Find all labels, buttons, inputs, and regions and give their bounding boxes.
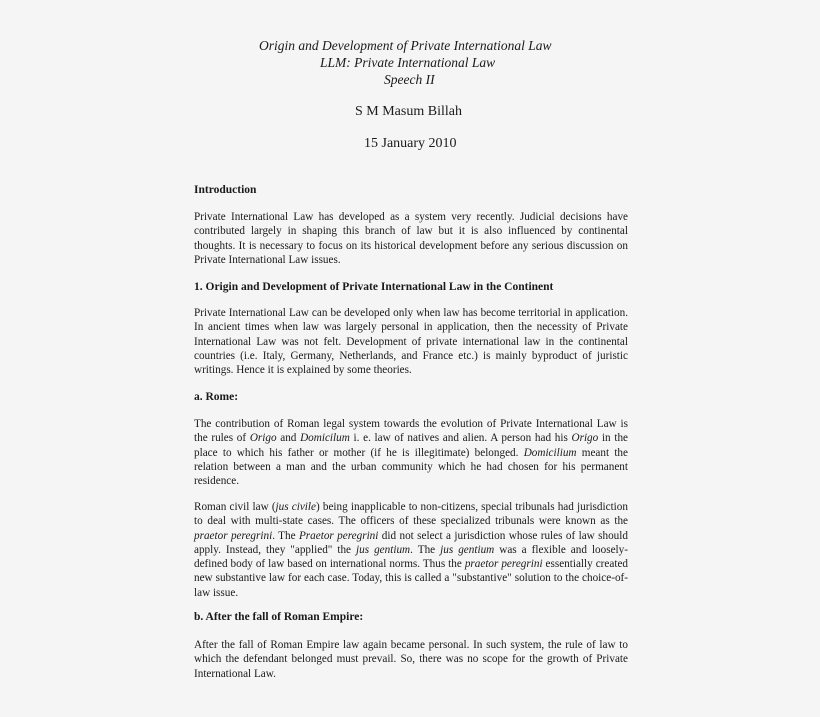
rome-paragraph-1: The contribution of Roman legal system towards the evolution of Private International Law is the rules of Origo and Domicilum i. e. law of natives and alien. A person had his Origo in the place to which his father or mother (if he is illegitimate) belonged. Domicilium meant the relation between a man and the urban community which he had chosen for his permanent residence. (194, 418, 629, 488)
introduction-paragraph: Private International Law has developed as a system very recently. Judicial decisions have contributed largely in shaping this branch of law but it is also influenced by continental thoughts. It is necessary to focus on its historical development before any serious discussion on Private International Law issues. (194, 211, 628, 266)
rome-paragraph-2: Roman civil law (jus civile) being inapplicable to non-citizens, special tribunals had jurisdiction to deal with multi-state cases. The officers of these specialized tribunals were known as the praetor peregrini. The Praetor peregrini did not select a jurisdiction whose rules of law should apply. Instead, they "applied" the jus gentium. The jus gentium was a flexible and loosely-defined body of law based on international norms. Thus the praetor peregrini essentially created new substantive law for each case. Today, this is called a "substantive" solution to the choice-of-law issue. (194, 501, 628, 599)
author-name: S M Masum Billah (355, 104, 462, 119)
after-roman-empire-heading: b. After the fall of Roman Empire: (194, 611, 364, 623)
introduction-heading: Introduction (194, 184, 257, 196)
document-title: Origin and Development of Private International Law (259, 38, 552, 53)
section-1-paragraph: Private International Law can be developed only when law has become territorial in application. In ancient times when law was largely personal in application, then the necessity of Private International Law was not felt. Development of private international law in the continental countries (i.e. Italy, Germany, Netherlands, and France etc.) is mainly byproduct of juristic writings. Hence it is explained by some theories. (194, 307, 628, 377)
speech-number: Speech II (384, 72, 435, 87)
after-roman-empire-paragraph: After the fall of Roman Empire law again became personal. In such system, the rule of law to which the defendant belonged must prevail. So, there was no scope for the growth of Private International Law. (194, 639, 628, 680)
course-title: LLM: Private International Law (320, 55, 496, 70)
document-date: 15 January 2010 (364, 136, 457, 151)
rome-heading: a. Rome: (194, 391, 239, 403)
section-1-heading: 1. Origin and Development of Private International Law in the Continent (194, 281, 554, 293)
